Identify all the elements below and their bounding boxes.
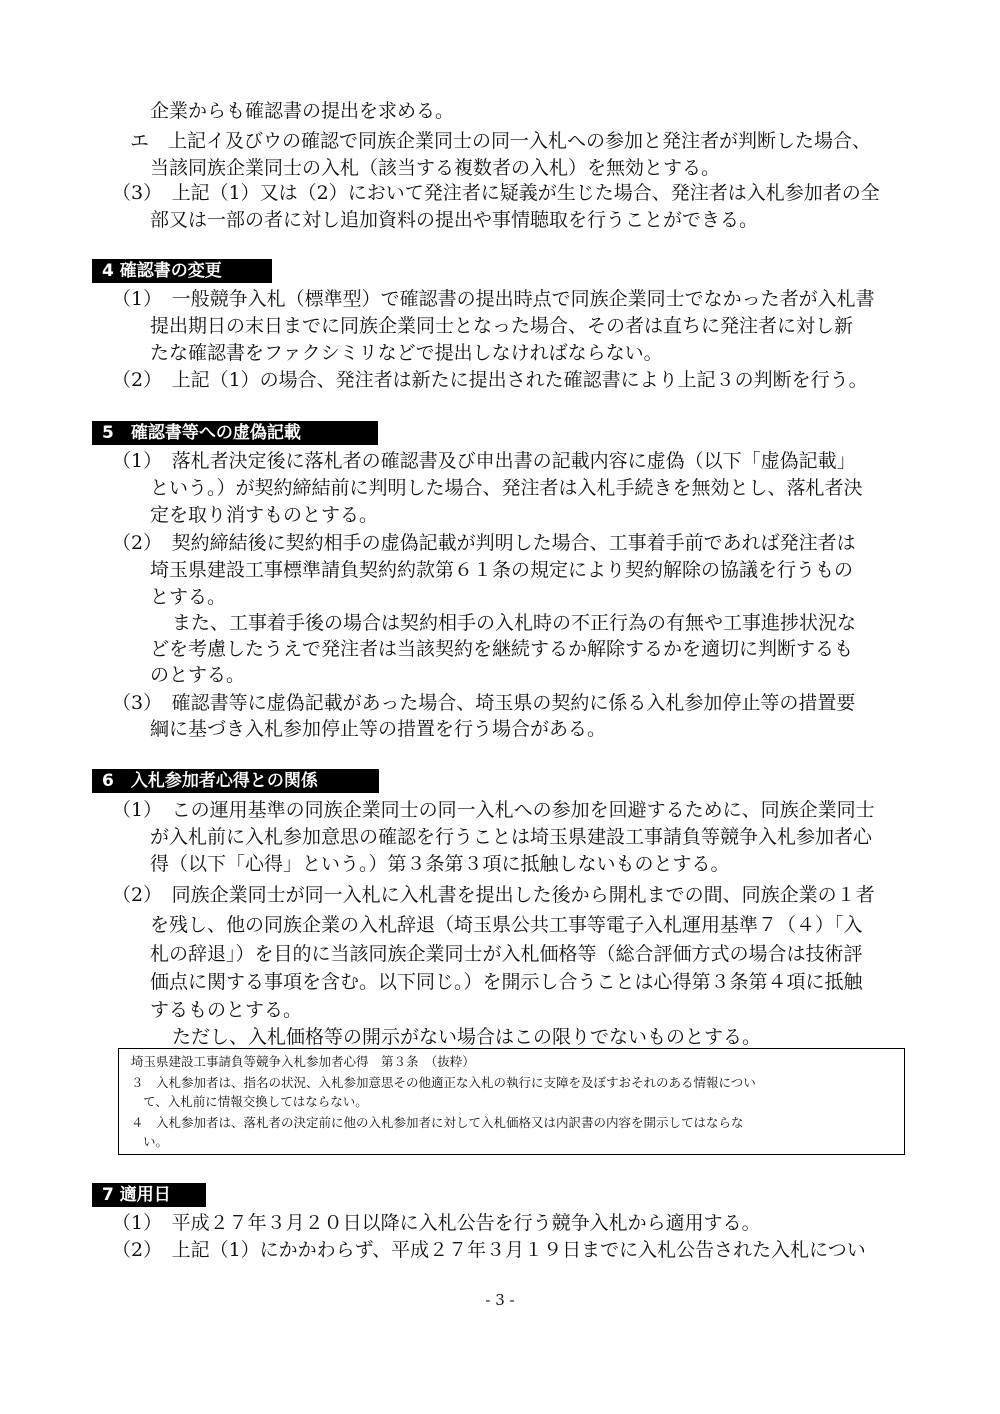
text-line: たな確認書をファクシミリなどで提出しなければならない。 <box>150 342 663 364</box>
text-line: （1） 平成２７年３月２０日以降に入札公告を行う競争入札から適用する。 <box>112 1212 761 1234</box>
text-line: （2） 上記（1）にかかわらず、平成２７年３月１９日までに入札公告された入札につい <box>112 1239 866 1261</box>
text-line: （1） 一般競争入札（標準型）で確認書の提出時点で同族企業同士でなかった者が入札書 <box>112 288 875 310</box>
excerpt-title: 埼玉県建設工事請負等競争入札参加者心得 第３条 （抜粋） <box>131 1054 475 1069</box>
text-line: 定を取り消すものとする。 <box>150 504 379 526</box>
section-heading: 7 適用日 <box>92 1183 206 1207</box>
text-line: するものとする。 <box>150 999 303 1021</box>
text-line: エ 上記イ及びウの確認で同族企業同士の同一入札への参加と発注者が判断した場合、 <box>130 130 872 152</box>
section-heading: 5 確認書等への虚偽記載 <box>92 421 378 445</box>
text-line: 埼玉県建設工事標準請負契約約款第６１条の規定により契約解除の協議を行うもの <box>150 559 854 581</box>
page-number: - 3 - <box>485 1291 515 1309</box>
text-line: （3） 上記（1）又は（2）において発注者に疑義が生じた場合、発注者は入札参加者の全 <box>112 182 880 204</box>
excerpt-box <box>118 1048 905 1155</box>
text-line: 得（以下「心得」という。）第３条第３項に抵触しないものとする。 <box>150 853 730 875</box>
text-line: 提出期日の末日までに同族企業同士となった場合、その者は直ちに発注者に対し新 <box>150 315 854 337</box>
excerpt-line: い。 <box>143 1134 169 1149</box>
section-heading: 4 確認書の変更 <box>92 259 272 283</box>
text-line: 部又は一部の者に対し追加資料の提出や事情聴取を行うことができる。 <box>150 209 759 231</box>
text-line: 札の辞退」）を目的に当該同族企業同士が入札価格等（総合評価方式の場合は技術評 <box>150 943 863 965</box>
text-line: が入札前に入札参加意思の確認を行うことは埼玉県建設工事請負等競争入札参加者心 <box>150 826 873 848</box>
text-line: （1） この運用基準の同族企業同士の同一入札への参加を回避するために、同族企業同士 <box>112 799 875 821</box>
text-line: のとする。 <box>150 664 246 686</box>
section-heading: 6 入札参加者心得との関係 <box>92 769 379 793</box>
text-line: 企業からも確認書の提出を求める。 <box>150 100 455 122</box>
text-line: 価点に関する事項を含む。以下同じ。）を開示し合うことは心得第３条第４項に抵触 <box>150 971 863 993</box>
text-line: 当該同族企業同士の入札（該当する複数者の入札）を無効とする。 <box>150 157 721 179</box>
text-line: ただし、入札価格等の開示がない場合はこの限りでないものとする。 <box>172 1026 762 1048</box>
text-line: （2） 契約締結後に契約相手の虚偽記載が判明した場合、工事着手前であれば発注者は <box>112 532 856 554</box>
text-line: 綱に基づき入札参加停止等の措置を行う場合がある。 <box>150 718 607 740</box>
text-line: どを考慮したうえで発注者は当該契約を継続するか解除するかを適切に判断するも <box>150 638 854 660</box>
text-line: （2） 上記（1）の場合、発注者は新たに提出された確認書により上記３の判断を行う。 <box>112 369 868 391</box>
excerpt-line: ３ 入札参加者は、指名の状況、入札参加意思その他適正な入札の執行に支障を及ぼすおそれのある情報につい <box>131 1075 756 1090</box>
text-line: を残し、他の同族企業の入札辞退（埼玉県公共工事等電子入札運用基準７（４）「入 <box>150 914 863 936</box>
text-line: （1） 落札者決定後に落札者の確認書及び申出書の記載内容に虚偽（以下「虚偽記載」 <box>112 450 856 472</box>
text-line: とする。 <box>150 586 227 608</box>
text-line: また、工事着手後の場合は契約相手の入札時の不正行為の有無や工事進捗状況な <box>172 612 857 634</box>
text-line: （3） 確認書等に虚偽記載があった場合、埼玉県の契約に係る入札参加停止等の措置要 <box>112 692 856 714</box>
text-line: （2） 同族企業同士が同一入札に入札書を提出した後から開札までの間、同族企業の１者 <box>112 884 875 906</box>
text-line: という。）が契約締結前に判明した場合、発注者は入札手続きを無効とし、落札者決 <box>150 477 863 499</box>
excerpt-line: て、入札前に情報交換してはならない。 <box>143 1094 368 1109</box>
excerpt-line: ４ 入札参加者は、落札者の決定前に他の入札参加者に対して入札価格又は内訳書の内容を開示してはならな <box>131 1115 744 1130</box>
